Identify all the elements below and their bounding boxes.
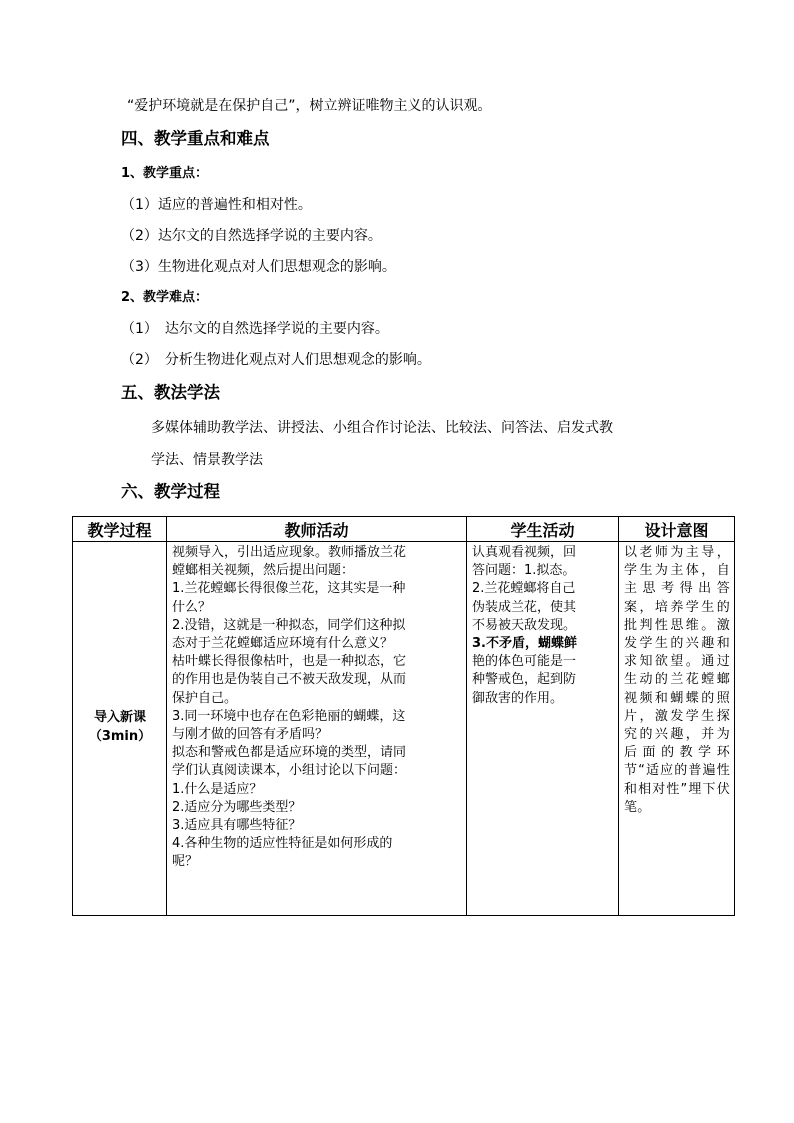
difficult-point-item: （2） 分析生物进化观点对人们思想观念的影响。 <box>121 352 431 368</box>
teacher-line: 呢？ <box>172 854 199 870</box>
intro-line: “爱护环境就是在保护自己”，树立辨证唯物主义的认识观。 <box>127 98 492 114</box>
student-line: 御敌害的作用。 <box>472 690 564 706</box>
methods-line: 多媒体辅助教学法、讲授法、小组合作讨论法、比较法、问答法、启发式教 <box>151 420 613 436</box>
student-line: 认真观看视频，回 <box>472 545 577 560</box>
teacher-line: 态对于兰花螳螂适应环境有什么意义？ <box>172 636 394 652</box>
student-line: 伪装成兰花，使其 <box>472 599 577 615</box>
student-activity-cell <box>467 542 619 916</box>
teacher-line: 3.适应具有哪些特征？ <box>172 818 302 834</box>
student-line: 3.不矛盾，蝴蝶鲜 <box>472 636 577 652</box>
teacher-line: 与刚才做的回答有矛盾吗？ <box>172 727 329 743</box>
teacher-line: 1.兰花螳螂长得很像兰花，这其实是一种 <box>172 581 406 597</box>
teacher-line: 的作用也是伪装自己不被天敌发现，从而 <box>172 672 407 688</box>
difficult-point-item: （1） 达尔文的自然选择学说的主要内容。 <box>121 321 389 337</box>
key-point-item: （3）生物进化观点对人们思想观念的影响。 <box>121 259 396 275</box>
teacher-activity-cell <box>167 542 467 916</box>
header-student-activity: 学生活动 <box>467 517 619 542</box>
teaching-process-table <box>72 516 735 916</box>
teacher-line: 螳螂相关视频，然后提出问题： <box>172 563 355 579</box>
student-line: 2.兰花螳螂将自己 <box>472 581 576 597</box>
header-teacher-activity: 教师活动 <box>167 517 467 542</box>
table-header-row <box>73 517 735 542</box>
design-intent-cell: 以老师为主导，学生为主体，自主思考得出答案，培养学生的批判性思维。激发学生的兴趣和求知欲望。通过生动的兰花螳螂视频和蝴蝶的照片，激发学生探究的兴趣，并为后面的教学环节“适应的普遍性和相对性”埋下伏笔。 <box>619 542 735 916</box>
key-point-item: （2）达尔文的自然选择学说的主要内容。 <box>121 228 382 244</box>
difficult-points-title: 2、教学难点： <box>121 290 209 305</box>
teacher-line: 4.各种生物的适应性特征是如何形成的 <box>172 836 393 852</box>
student-line: 答问题：1.拟态。 <box>472 563 576 579</box>
stage-duration: （3min） <box>88 728 152 744</box>
student-line: 艳的体色可能是一 <box>472 654 577 670</box>
teacher-line: 拟态和警戒色都是适应环境的类型，请同 <box>172 745 407 761</box>
methods-line: 学法、情景教学法 <box>151 452 263 468</box>
teacher-line: 学们认真阅读课本，小组讨论以下问题： <box>172 763 407 779</box>
teacher-line: 视频导入，引出适应现象。教师播放兰花 <box>172 545 407 560</box>
teacher-line: 枯叶蝶长得很像枯叶，也是一种拟态，它 <box>172 654 407 670</box>
teacher-line: 2.没错，这就是一种拟态，同学们这种拟 <box>172 617 406 633</box>
section-5-title: 五、教法学法 <box>121 383 220 402</box>
key-points-title: 1、教学重点： <box>121 166 209 181</box>
section-6-title: 六、教学过程 <box>121 482 220 501</box>
student-line: 种警戒色，起到防 <box>472 672 577 688</box>
teacher-line: 什么？ <box>172 599 212 615</box>
section-4-title: 四、教学重点和难点 <box>121 129 270 148</box>
teacher-line: 保护自己。 <box>172 690 238 706</box>
stage-name: 导入新课 <box>93 710 146 726</box>
header-stage: 教学过程 <box>73 517 167 542</box>
key-point-item: （1）适应的普遍性和相对性。 <box>121 197 312 213</box>
header-design-intent: 设计意图 <box>619 517 735 542</box>
teacher-line: 2.适应分为哪些类型？ <box>172 799 302 815</box>
stage-cell <box>73 542 167 916</box>
teacher-line: 3.同一环境中也存在色彩艳丽的蝴蝶，这 <box>172 708 406 724</box>
student-line: 不易被天敌发现。 <box>472 617 577 633</box>
table-row <box>73 542 735 916</box>
teacher-line: 1.什么是适应？ <box>172 781 263 797</box>
